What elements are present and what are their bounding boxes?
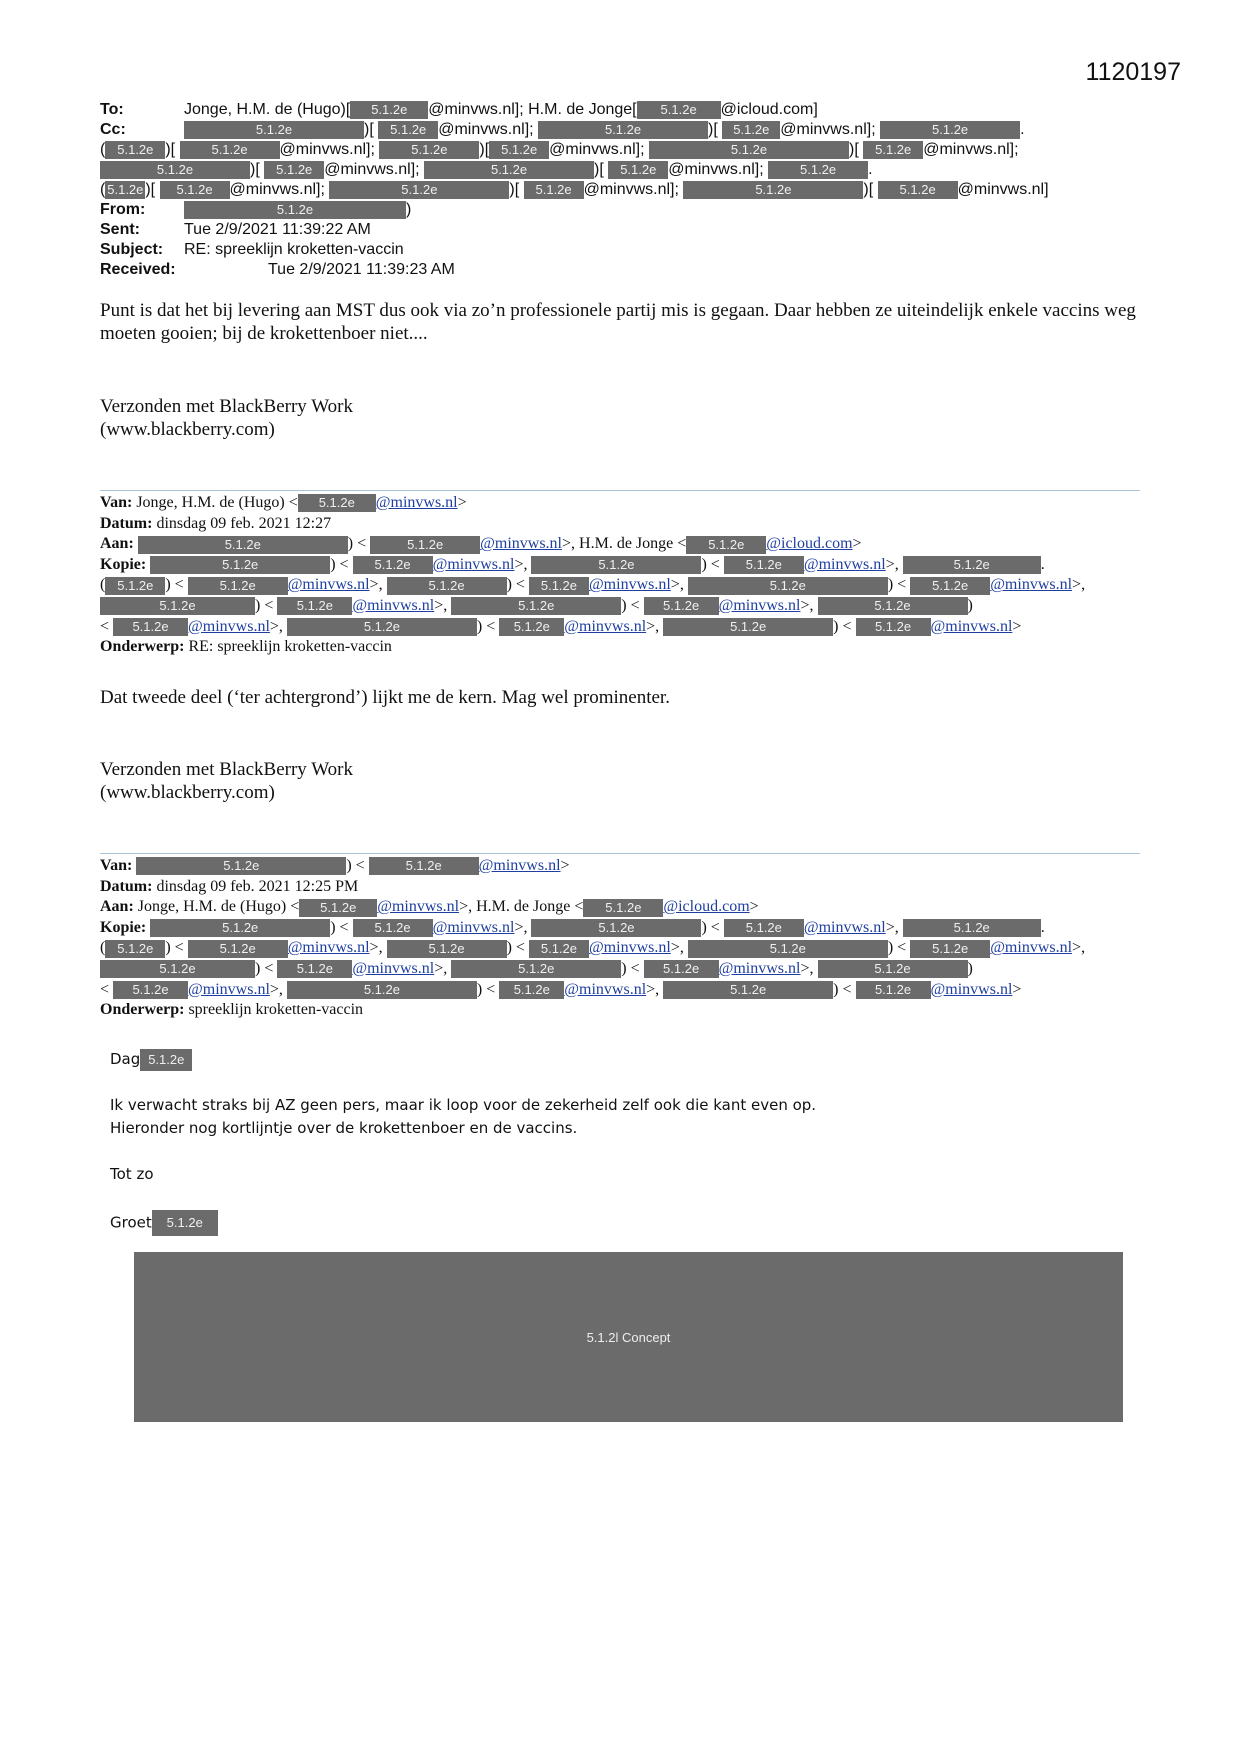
redaction-box: 5.1.2e — [903, 556, 1041, 574]
outlook-header — [100, 100, 1049, 280]
email-link[interactable]: @minvws.nl — [432, 555, 515, 573]
body-line-1: Ik verwacht straks bij AZ geen pers, maar ik loop voor de zekerheid zelf ook die kant even op. — [110, 1096, 817, 1114]
onderwerp-value: RE: spreeklijn kroketten-vaccin — [188, 638, 392, 656]
email-link[interactable]: @minvws.nl — [188, 617, 270, 635]
redaction-box: 5.1.2e — [880, 121, 1020, 139]
redaction-box: 5.1.2e — [529, 577, 589, 595]
concept-redaction-block — [134, 1252, 1123, 1422]
cc-domain: @minvws.nl]; — [780, 121, 876, 138]
redaction-box: 5.1.2e — [100, 161, 250, 179]
redaction-box: 5.1.2e — [188, 940, 288, 958]
kopie-row-2: ( 5.1.2e ) < 5.1.2e @minvws.nl>, 5.1.2e ) < 5.1.2e @minvws.nl>, 5.1.2e ) < 5.1.2e @minvws.nl>, — [100, 576, 1086, 594]
redaction-box: 5.1.2e — [768, 161, 868, 179]
redaction-box: 5.1.2e — [818, 960, 968, 978]
signature-1 — [100, 395, 1140, 441]
redaction-box: 5.1.2e — [184, 201, 406, 219]
datum-label: Datum: — [100, 877, 153, 895]
redaction-box: 5.1.2e — [378, 121, 438, 139]
redaction-box: 5.1.2e — [264, 161, 324, 179]
to-label: To: — [100, 101, 124, 118]
redaction-box: 5.1.2e — [277, 597, 352, 615]
kopie-row-1: Kopie: 5.1.2e ) < 5.1.2e @minvws.nl>, 5.1.2e ) < 5.1.2e @minvws.nl>, 5.1.2e . — [100, 555, 1045, 573]
concept-redaction-label: 5.1.2l Concept — [586, 1329, 671, 1345]
van-label: Van: — [100, 494, 133, 511]
redaction-box: 5.1.2e — [722, 121, 780, 139]
email-link[interactable]: @minvws.nl — [718, 596, 801, 614]
regards-line — [110, 1210, 218, 1236]
redaction-box: 5.1.2e — [688, 577, 888, 595]
subject-label: Subject: — [100, 241, 164, 258]
redaction-box: 5.1.2e — [531, 919, 701, 937]
redaction-box: 5.1.2e — [424, 161, 594, 179]
redaction-box: 5.1.2e — [489, 141, 549, 159]
van-value: Jonge, H.M. de (Hugo) < — [136, 494, 298, 511]
sent-label: Sent: — [100, 221, 140, 238]
signature-line: Verzonden met BlackBerry Work — [100, 759, 353, 780]
cc-row-4: ( 5.1.2e )[ 5.1.2e @minvws.nl]; 5.1.2e )[ 5.1.2e @minvws.nl]; 5.1.2e )[ 5.1.2e @minvws.nl] — [100, 181, 1049, 198]
redaction-box: 5.1.2e — [353, 919, 433, 937]
aan-mid: , H.M. de Jonge < — [468, 898, 584, 916]
email-link[interactable]: @minvws.nl — [478, 857, 561, 874]
datum-value: dinsdag 09 feb. 2021 12:25 PM — [156, 877, 359, 895]
received-value: Tue 2/9/2021 11:39:23 AM — [268, 261, 455, 278]
redaction-box: 5.1.2e — [644, 960, 719, 978]
redaction-box: 5.1.2e — [538, 121, 708, 139]
redaction-box: 5.1.2e — [649, 141, 849, 159]
cc-domain: @minvws.nl]; — [279, 141, 375, 158]
redaction-box: 5.1.2e — [910, 577, 990, 595]
cc-domain: @minvws.nl]; — [668, 161, 764, 178]
redaction-box: 5.1.2e — [160, 181, 230, 199]
email-link[interactable]: @minvws.nl — [803, 555, 886, 573]
document-number: 1120197 — [1085, 58, 1181, 86]
redaction-box: 5.1.2e — [299, 899, 377, 917]
message-3-header — [100, 856, 1085, 1021]
redaction-box: 5.1.2e — [637, 101, 721, 119]
email-link[interactable]: @minvws.nl — [564, 980, 647, 998]
to-name: Jonge, H.M. de (Hugo)[ — [184, 101, 351, 118]
aan-row: Aan: Jonge, H.M. de (Hugo) < 5.1.2e @minvws.nl>, H.M. de Jonge < 5.1.2e @icloud.com> — [100, 898, 759, 916]
redaction-box: 5.1.2e — [387, 940, 507, 958]
cc-domain: @minvws.nl]; — [438, 121, 534, 138]
email-link[interactable]: @minvws.nl — [564, 617, 647, 635]
kopie-row-4: < 5.1.2e @minvws.nl>, 5.1.2e ) < 5.1.2e @minvws.nl>, 5.1.2e ) < 5.1.2e @minvws.nl> — [100, 617, 1022, 635]
datum-label: Datum: — [100, 514, 153, 532]
onderwerp-row — [100, 1000, 1085, 1021]
onderwerp-row — [100, 637, 1085, 658]
email-link[interactable]: @icloud.com — [766, 535, 853, 553]
redaction-box: 5.1.2e — [878, 181, 958, 199]
cc-domain: @minvws.nl]; — [549, 141, 645, 158]
cc-row-3: 5.1.2e )[ 5.1.2e @minvws.nl]; 5.1.2e )[ 5.1.2e @minvws.nl]; 5.1.2e . — [100, 160, 1049, 180]
redaction-box: 5.1.2e — [724, 556, 804, 574]
onderwerp-value: spreeklijn kroketten-vaccin — [188, 1001, 364, 1019]
redaction-box: 5.1.2e — [856, 618, 931, 636]
redaction-box: 5.1.2e — [387, 577, 507, 595]
regards-text: Groet — [110, 1213, 152, 1232]
kopie-row-3: 5.1.2e ) < 5.1.2e @minvws.nl>, 5.1.2e ) < 5.1.2e @minvws.nl>, 5.1.2e ) — [100, 959, 1085, 980]
redaction-box: 5.1.2e — [524, 181, 584, 199]
email-link[interactable]: @minvws.nl — [480, 535, 562, 553]
cc-domain: @minvws.nl]; — [324, 161, 420, 178]
cc-domain: @minvws.nl]; — [583, 181, 679, 198]
email-link[interactable]: @minvws.nl — [375, 494, 458, 511]
redaction-box: 5.1.2e — [136, 857, 346, 875]
closing-line: Tot zo — [110, 1165, 154, 1183]
van-row: Van: Jonge, H.M. de (Hugo) < 5.1.2e @minvws.nl> — [100, 494, 467, 511]
kopie-label: Kopie: — [100, 918, 147, 936]
redaction-box: 5.1.2e — [100, 597, 255, 615]
redaction-box: 5.1.2e — [451, 960, 621, 978]
email-link[interactable]: @minvws.nl — [287, 576, 370, 594]
redaction-box: 5.1.2e — [184, 121, 364, 139]
signature-2 — [100, 758, 1140, 804]
email-link[interactable]: @minvws.nl — [990, 576, 1073, 594]
redaction-box: 5.1.2e — [583, 899, 663, 917]
redaction-box: 5.1.2e — [663, 618, 833, 636]
message-2-body: Dat tweede deel (‘ter achtergrond’) lijkt me de kern. Mag wel prominenter. — [100, 687, 670, 708]
redaction-box: 5.1.2e — [856, 981, 931, 999]
redaction-box: 5.1.2e — [107, 181, 144, 197]
email-link[interactable]: @minvws.nl — [930, 617, 1013, 635]
redaction-box: 5.1.2e — [499, 618, 564, 636]
redaction-box: 5.1.2e — [531, 556, 701, 574]
greeting-text: Dag — [110, 1050, 141, 1068]
aan-row: Aan: 5.1.2e ) < 5.1.2e @minvws.nl>, H.M. de Jonge < 5.1.2e @icloud.com> — [100, 535, 862, 553]
to-row — [100, 100, 1049, 120]
email-link[interactable]: @minvws.nl — [588, 939, 671, 957]
datum-row — [100, 877, 1085, 898]
message-2-header — [100, 493, 1085, 658]
redaction-box: 5.1.2e — [353, 556, 433, 574]
redaction-box: 5.1.2e — [150, 919, 330, 937]
sent-value: Tue 2/9/2021 11:39:22 AM — [184, 221, 371, 238]
email-link[interactable]: @minvws.nl — [803, 918, 886, 936]
greeting-line — [110, 1048, 192, 1071]
email-link[interactable]: @minvws.nl — [352, 596, 435, 614]
email-link[interactable]: @minvws.nl — [930, 980, 1013, 998]
kopie-row-3: 5.1.2e ) < 5.1.2e @minvws.nl>, 5.1.2e ) < 5.1.2e @minvws.nl>, 5.1.2e ) — [100, 596, 1085, 617]
cc-label: Cc: — [100, 121, 126, 138]
redaction-box: 5.1.2e — [688, 940, 888, 958]
sent-row — [100, 220, 1049, 240]
redaction-box: 5.1.2e — [105, 577, 165, 595]
redaction-box: 5.1.2e — [100, 960, 255, 978]
redaction-box: 5.1.2e — [686, 536, 766, 554]
datum-row — [100, 514, 1085, 535]
email-link[interactable]: @minvws.nl — [287, 939, 370, 957]
kopie-label: Kopie: — [100, 555, 147, 573]
kopie-row-4: < 5.1.2e @minvws.nl>, 5.1.2e ) < 5.1.2e @minvws.nl>, 5.1.2e ) < 5.1.2e @minvws.nl> — [100, 980, 1022, 998]
redaction-box: 5.1.2e — [724, 919, 804, 937]
van-row: Van: 5.1.2e ) < 5.1.2e @minvws.nl> — [100, 857, 570, 874]
signature-url: (www.blackberry.com) — [100, 782, 275, 803]
aan-label: Aan: — [100, 898, 134, 916]
redaction-box: 5.1.2e — [150, 556, 330, 574]
body-line-2: Hieronder nog kortlijntje over de krokettenboer en de vaccins. — [110, 1119, 578, 1137]
redaction-box: 5.1.2e — [910, 940, 990, 958]
onderwerp-label: Onderwerp: — [100, 638, 185, 656]
from-row: From: 5.1.2e ) — [100, 201, 412, 218]
aan-mid: , H.M. de Jonge < — [571, 535, 687, 553]
redaction-box: 5.1.2e — [370, 536, 480, 554]
redaction-box: 5.1.2e — [105, 940, 165, 958]
redaction-box: 5.1.2e — [287, 981, 477, 999]
redaction-box: 5.1.2e — [180, 141, 280, 159]
redaction-box: 5.1.2e — [379, 141, 479, 159]
subject-row — [100, 240, 1049, 260]
redaction-box: 5.1.2e — [350, 101, 428, 119]
redaction-box: 5.1.2e — [529, 940, 589, 958]
cc-row-1: Cc: 5.1.2e )[ 5.1.2e @minvws.nl]; 5.1.2e )[ 5.1.2e @minvws.nl]; 5.1.2e . — [100, 121, 1025, 138]
datum-value: dinsdag 09 feb. 2021 12:27 — [156, 514, 332, 532]
redaction-box: 5.1.2e — [277, 960, 352, 978]
aan-label: Aan: — [100, 535, 134, 553]
email-link[interactable]: @minvws.nl — [432, 918, 515, 936]
redaction-box: 5.1.2e — [113, 981, 188, 999]
onderwerp-label: Onderwerp: — [100, 1001, 185, 1019]
separator-rule — [100, 490, 1140, 491]
email-link[interactable]: @minvws.nl — [990, 939, 1073, 957]
received-label: Received: — [100, 261, 176, 278]
email-link[interactable]: @minvws.nl — [588, 576, 671, 594]
cc-row-2: ( 5.1.2e )[ 5.1.2e @minvws.nl]; 5.1.2e )[ 5.1.2e @minvws.nl]; 5.1.2e )[ 5.1.2e @minvws.nl]; — [100, 141, 1019, 158]
message-1-body: Punt is dat het bij levering aan MST dus ook via zo’n professionele partij mis is gegaan. Daar hebben ze uiteindelijk enkele vaccins weg moeten gooien; bij de krokettenboer niet.... — [100, 300, 1136, 344]
van-label: Van: — [100, 857, 133, 874]
redaction-box: 5.1.2e — [105, 141, 165, 159]
redaction-box: 5.1.2e — [188, 577, 288, 595]
redaction-box: 5.1.2e — [298, 494, 376, 512]
to-domain-icloud: @icloud.com] — [720, 101, 818, 118]
redaction-box: 5.1.2e — [138, 536, 348, 554]
redaction-box: 5.1.2e — [608, 161, 668, 179]
kopie-row-1: Kopie: 5.1.2e ) < 5.1.2e @minvws.nl>, 5.1.2e ) < 5.1.2e @minvws.nl>, 5.1.2e . — [100, 918, 1045, 936]
to-domain: @minvws.nl]; H.M. de Jonge[ — [428, 101, 637, 118]
received-row — [100, 260, 1049, 280]
signature-url: (www.blackberry.com) — [100, 419, 275, 440]
email-link[interactable]: @icloud.com — [663, 898, 750, 916]
cc-domain: @minvws.nl] — [957, 181, 1049, 198]
from-label: From: — [100, 201, 146, 218]
separator-rule — [100, 853, 1140, 854]
redaction-box: 5.1.2e — [499, 981, 564, 999]
redaction-box: 5.1.2e — [903, 919, 1041, 937]
redaction-box: 5.1.2e — [287, 618, 477, 636]
redaction-box: 5.1.2e — [663, 981, 833, 999]
redaction-box: 5.1.2e — [644, 597, 719, 615]
redaction-box: 5.1.2e — [113, 618, 188, 636]
email-link[interactable]: @minvws.nl — [188, 980, 270, 998]
redaction-box: 5.1.2e — [369, 857, 479, 875]
redaction-box: 5.1.2e — [451, 597, 621, 615]
redaction-box: 5.1.2e — [683, 181, 863, 199]
email-link[interactable]: @minvws.nl — [352, 959, 435, 977]
redaction-box: 5.1.2e — [329, 181, 509, 199]
signature-line: Verzonden met BlackBerry Work — [100, 396, 353, 417]
aan-value: Jonge, H.M. de (Hugo) < — [137, 898, 300, 916]
cc-domain: @minvws.nl]; — [923, 141, 1019, 158]
redaction-box: 5.1.2e — [818, 597, 968, 615]
email-link[interactable]: @minvws.nl — [377, 898, 460, 916]
redaction-box: 5.1.2e — [863, 141, 923, 159]
cc-domain: @minvws.nl] — [229, 181, 321, 198]
kopie-row-2: ( 5.1.2e ) < 5.1.2e @minvws.nl>, 5.1.2e ) < 5.1.2e @minvws.nl>, 5.1.2e ) < 5.1.2e @minvws.nl>, — [100, 939, 1086, 957]
email-link[interactable]: @minvws.nl — [718, 959, 801, 977]
redaction-box: 5.1.2e — [140, 1049, 192, 1071]
redaction-box: 5.1.2e — [152, 1210, 218, 1236]
subject-value: RE: spreeklijn kroketten-vaccin — [184, 241, 404, 258]
